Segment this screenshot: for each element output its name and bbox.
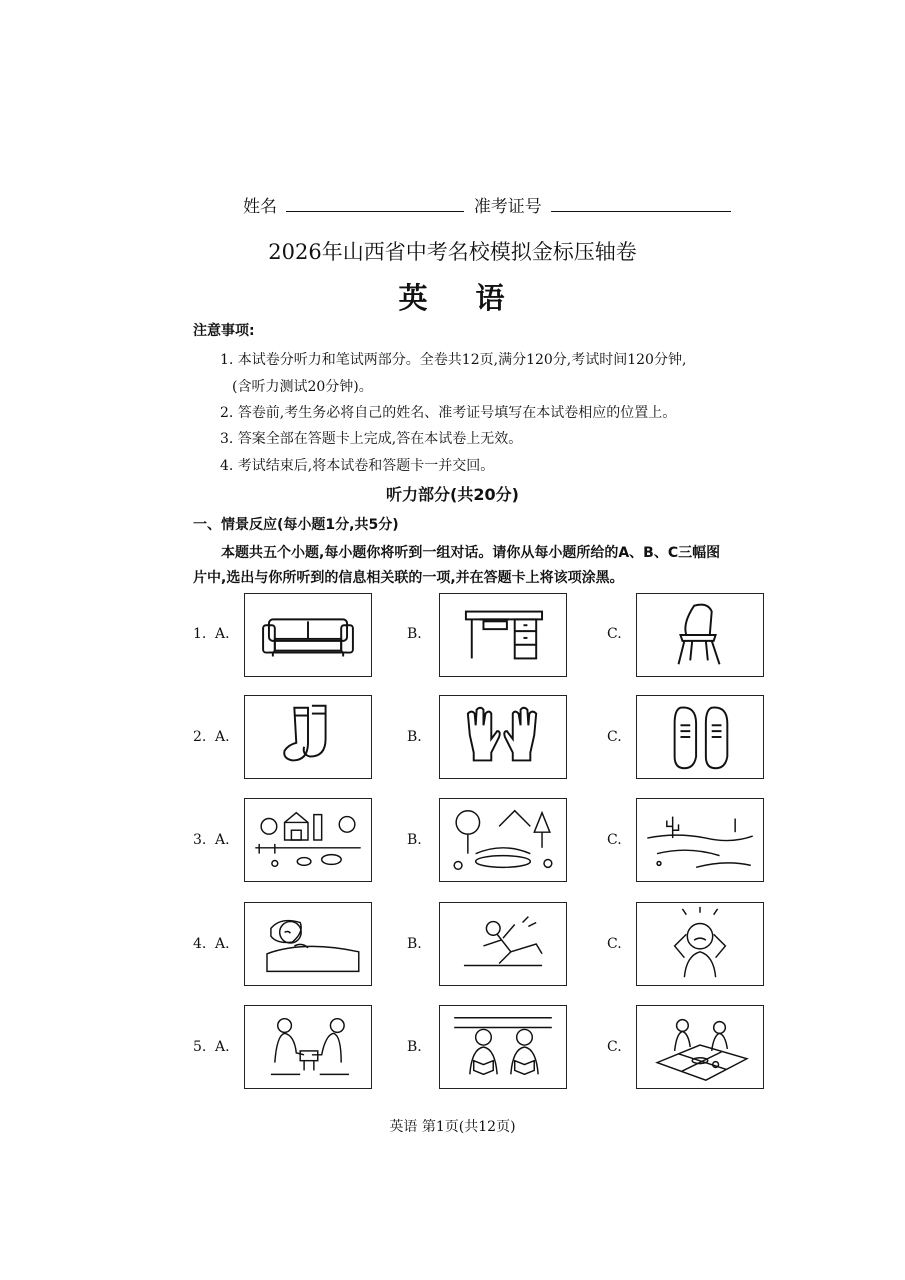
farm-icon[interactable]	[244, 798, 372, 882]
candidate-info-line	[243, 192, 731, 217]
instruction-line: 本题共五个小题,每小题你将听到一组对话。请你从每小题所给的A、B、C三幅图	[221, 545, 721, 561]
headache-person-icon[interactable]	[636, 902, 764, 986]
name-label: 姓名	[243, 197, 277, 217]
instruction-line: 片中,选出与你所听到的信息相关联的一项,并在答题卡上将该项涂黑。	[193, 570, 624, 586]
name-blank	[286, 197, 464, 212]
note-item: 4. 考试结束后,将本试卷和答题卡一并交回。	[220, 458, 495, 474]
id-blank	[551, 197, 731, 212]
sneakers-icon[interactable]	[636, 695, 764, 779]
note-item: 1. 本试卷分听力和笔试两部分。全卷共12页,满分120分,考试时间120分钟,	[220, 352, 687, 368]
subject-title: 英语	[398, 281, 553, 315]
note-item: 2. 答卷前,考生务必将自己的姓名、准考证号填写在本试卷相应的位置上。	[220, 405, 677, 421]
sleeping-person-icon[interactable]	[244, 902, 372, 986]
option-a-label: A.	[215, 832, 230, 848]
option-c-label: C.	[607, 1039, 622, 1055]
playing-chess-icon[interactable]	[244, 1005, 372, 1089]
option-c-label: C.	[607, 626, 622, 642]
note-item: (含听力测试20分钟)。	[232, 379, 373, 395]
page-footer: 英语 第1页(共12页)	[389, 1119, 516, 1135]
question-number: 2.	[193, 729, 207, 745]
question-number: 5.	[193, 1039, 207, 1055]
desk-icon[interactable]	[439, 593, 567, 677]
falling-person-icon[interactable]	[439, 902, 567, 986]
section-title: 听力部分(共20分)	[386, 485, 519, 504]
chair-icon[interactable]	[636, 593, 764, 677]
question-number: 3.	[193, 832, 207, 848]
option-a-label: A.	[215, 729, 230, 745]
option-b-label: B.	[407, 626, 422, 642]
option-a-label: A.	[215, 1039, 230, 1055]
question-number: 1.	[193, 626, 207, 642]
option-b-label: B.	[407, 729, 422, 745]
option-b-label: B.	[407, 1039, 422, 1055]
gloves-icon[interactable]	[439, 695, 567, 779]
part-title: 一、情景反应(每小题1分,共5分)	[193, 517, 399, 533]
option-b-label: B.	[407, 832, 422, 848]
desert-icon[interactable]	[636, 798, 764, 882]
picnic-icon[interactable]	[636, 1005, 764, 1089]
option-a-label: A.	[215, 936, 230, 952]
park-icon[interactable]	[439, 798, 567, 882]
option-c-label: C.	[607, 832, 622, 848]
notes-heading: 注意事项:	[193, 323, 255, 339]
note-item: 3. 答案全部在答题卡上完成,答在本试卷上无效。	[220, 431, 523, 447]
option-a-label: A.	[215, 626, 230, 642]
reading-books-icon[interactable]	[439, 1005, 567, 1089]
sofa-icon[interactable]	[244, 593, 372, 677]
option-c-label: C.	[607, 936, 622, 952]
id-label: 准考证号	[473, 197, 542, 217]
option-b-label: B.	[407, 936, 422, 952]
exam-title: 2026年山西省中考名校模拟金标压轴卷	[268, 240, 637, 264]
option-c-label: C.	[607, 729, 622, 745]
socks-icon[interactable]	[244, 695, 372, 779]
question-number: 4.	[193, 936, 207, 952]
